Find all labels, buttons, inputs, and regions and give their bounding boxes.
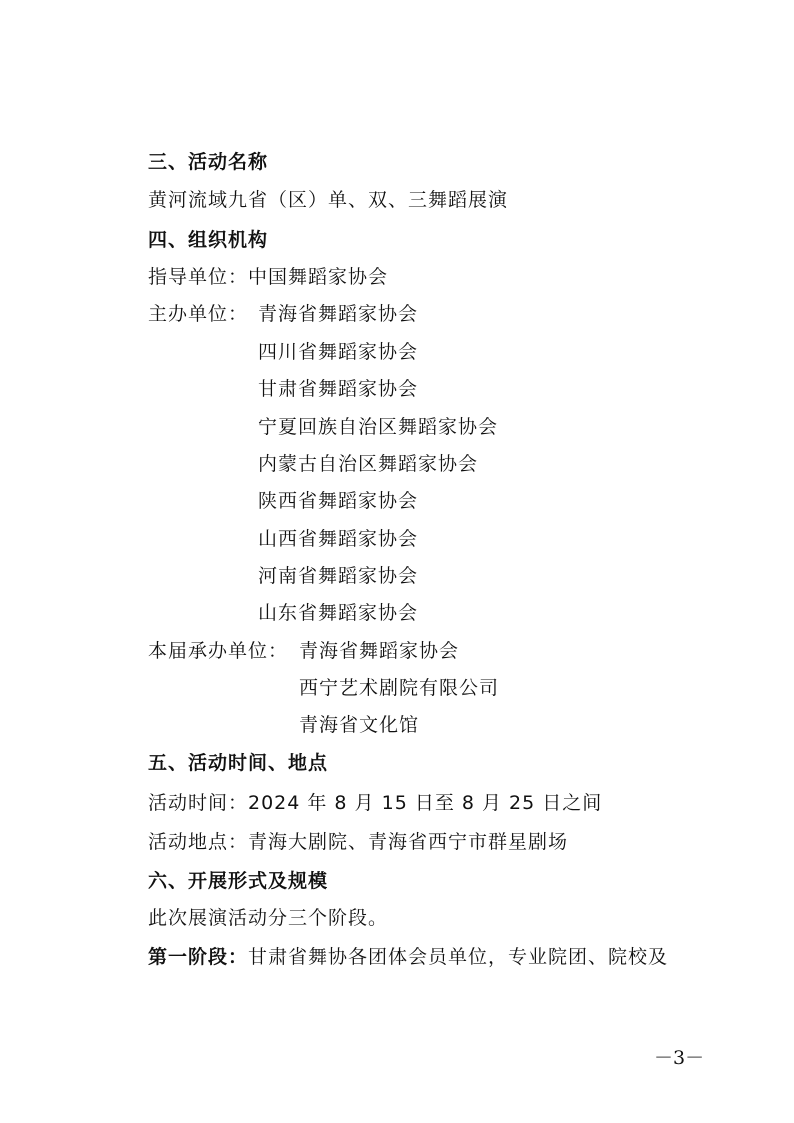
activity-name: 黄河流域九省（区）单、双、三舞蹈展演 <box>148 189 509 211</box>
activity-place: 活动地点：青海大剧院、青海省西宁市群星剧场 <box>148 831 569 853</box>
organizer-unit: 青海省舞蹈家协会 <box>299 640 460 662</box>
host-unit: 山东省舞蹈家协会 <box>258 602 419 624</box>
host-unit: 山西省舞蹈家协会 <box>258 528 419 550</box>
section-3-heading: 三、活动名称 <box>148 151 269 173</box>
host-unit: 河南省舞蹈家协会 <box>258 565 419 587</box>
section-4-heading: 四、组织机构 <box>148 229 269 251</box>
organizer-unit: 青海省文化馆 <box>299 714 420 736</box>
host-label: 主办单位： <box>148 303 249 325</box>
host-unit: 青海省舞蹈家协会 <box>258 303 419 325</box>
stage-1-text: 甘肃省舞协各团体会员单位，专业院团、院校及 <box>248 946 669 968</box>
host-unit: 内蒙古自治区舞蹈家协会 <box>258 453 479 475</box>
activity-time: 活动时间：2024 年 8 月 15 日至 8 月 25 日之间 <box>148 792 603 814</box>
host-unit: 宁夏回族自治区舞蹈家协会 <box>258 416 499 438</box>
host-unit: 甘肃省舞蹈家协会 <box>258 378 419 400</box>
organizer-unit: 西宁艺术剧院有限公司 <box>299 677 500 699</box>
stage-1-label: 第一阶段： <box>148 946 249 968</box>
section-5-heading: 五、活动时间、地点 <box>148 752 329 774</box>
section-6-heading: 六、开展形式及规模 <box>148 870 329 892</box>
stages-intro: 此次展演活动分三个阶段。 <box>148 907 389 929</box>
host-unit: 四川省舞蹈家协会 <box>258 341 419 363</box>
guide-unit: 指导单位：中国舞蹈家协会 <box>148 266 389 288</box>
host-unit: 陕西省舞蹈家协会 <box>258 490 419 512</box>
stage-1-paragraph <box>148 945 668 969</box>
page-number: －3－ <box>654 1047 705 1069</box>
organizer-label: 本届承办单位： <box>148 640 289 662</box>
